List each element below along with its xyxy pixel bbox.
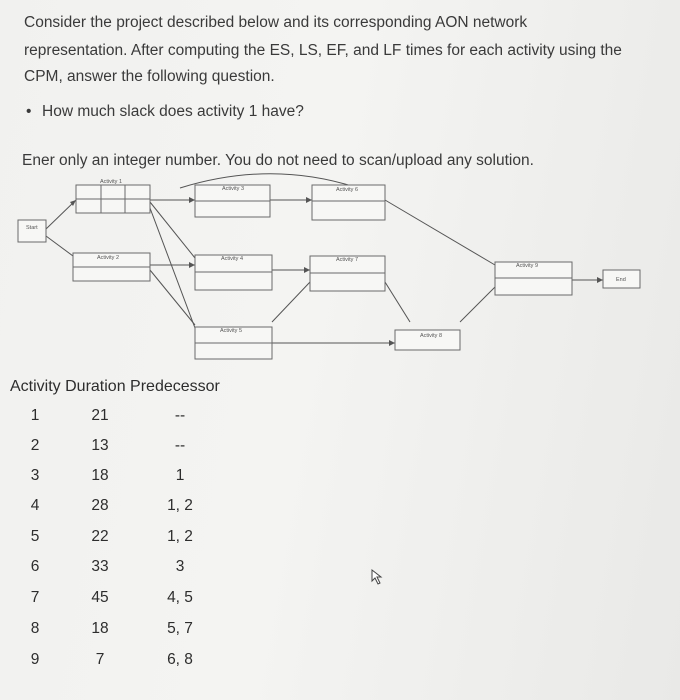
table-cell-activity: 9 — [30, 651, 40, 668]
arrowhead — [189, 262, 195, 268]
arrowhead — [597, 277, 603, 283]
table-cell-predecessor: 4, 5 — [167, 589, 193, 606]
label-activity-4: Activity 4 — [221, 256, 244, 262]
table-cell-activity: 5 — [30, 528, 40, 545]
table-cell-predecessor: 1, 2 — [167, 528, 193, 545]
table-cell-duration: 45 — [91, 589, 109, 606]
arrow-a2-a5 — [150, 270, 195, 325]
question-line-2: representation. After computing the ES, LS, EF, and LF times for each activity using the — [24, 42, 622, 59]
table-cell-predecessor: 1, 2 — [167, 497, 193, 514]
table-cell-predecessor: -- — [174, 437, 186, 454]
aon-network-diagram — [0, 170, 680, 375]
question-line-1: Consider the project described below and its corresponding AON network — [24, 14, 528, 31]
table-cell-duration: 33 — [91, 558, 109, 575]
table-cell-activity: 8 — [30, 620, 40, 637]
table-cell-activity: 6 — [30, 558, 40, 575]
label-activity-9: Activity 9 — [516, 263, 539, 269]
table-cell-duration: 22 — [91, 528, 109, 545]
instruction-text: Ener only an integer number. You do not need to scan/upload any solution. — [22, 152, 534, 169]
table-cell-predecessor: 5, 7 — [167, 620, 193, 637]
bullet-dot: • — [26, 103, 32, 120]
label-activity-7: Activity 7 — [336, 257, 359, 263]
table-cell-duration: 18 — [91, 467, 109, 484]
table-header: Activity Duration Predecessor — [10, 378, 220, 395]
table-cell-duration: 21 — [91, 407, 109, 424]
arrow-a1-a4 — [150, 202, 195, 258]
table-cell-duration: 18 — [91, 620, 109, 637]
arrow-a5-a7 — [272, 282, 310, 322]
label-activity-6: Activity 6 — [336, 187, 359, 193]
label-activity-5: Activity 5 — [220, 328, 243, 334]
arrow-start-a1 — [46, 200, 76, 229]
table-cell-predecessor: 3 — [175, 558, 185, 575]
arrowhead — [189, 197, 195, 203]
mouse-cursor-icon — [370, 568, 386, 586]
label-activity-8: Activity 8 — [420, 333, 443, 339]
arrow-a7-a8 — [385, 282, 410, 322]
label-end: End — [616, 277, 626, 283]
label-activity-1: Activity 1 — [100, 179, 123, 185]
arrow-a6-a9 — [385, 200, 495, 265]
table-cell-duration: 7 — [95, 651, 105, 668]
node-start — [18, 220, 46, 242]
table-cell-activity: 2 — [30, 437, 40, 454]
question-bullet: How much slack does activity 1 have? — [42, 103, 304, 120]
table-cell-duration: 28 — [91, 497, 109, 514]
arrowhead — [304, 267, 310, 273]
label-activity-3: Activity 3 — [222, 186, 245, 192]
table-cell-predecessor: 6, 8 — [167, 651, 193, 668]
label-activity-2: Activity 2 — [97, 255, 120, 261]
arrowhead — [389, 340, 395, 346]
table-cell-activity: 3 — [30, 467, 40, 484]
table-cell-predecessor: -- — [174, 407, 186, 424]
table-cell-duration: 13 — [91, 437, 109, 454]
table-cell-activity: 1 — [30, 407, 40, 424]
arrow-a1-a5 — [150, 208, 195, 328]
table-cell-predecessor: 1 — [175, 467, 185, 484]
arrow-start-a2 — [46, 236, 73, 256]
arrowhead — [306, 197, 312, 203]
arrow-a8-a9 — [460, 282, 500, 322]
label-start: Start — [26, 225, 38, 231]
table-cell-activity: 7 — [30, 589, 40, 606]
table-cell-activity: 4 — [30, 497, 40, 514]
question-line-3: CPM, answer the following question. — [24, 68, 275, 85]
